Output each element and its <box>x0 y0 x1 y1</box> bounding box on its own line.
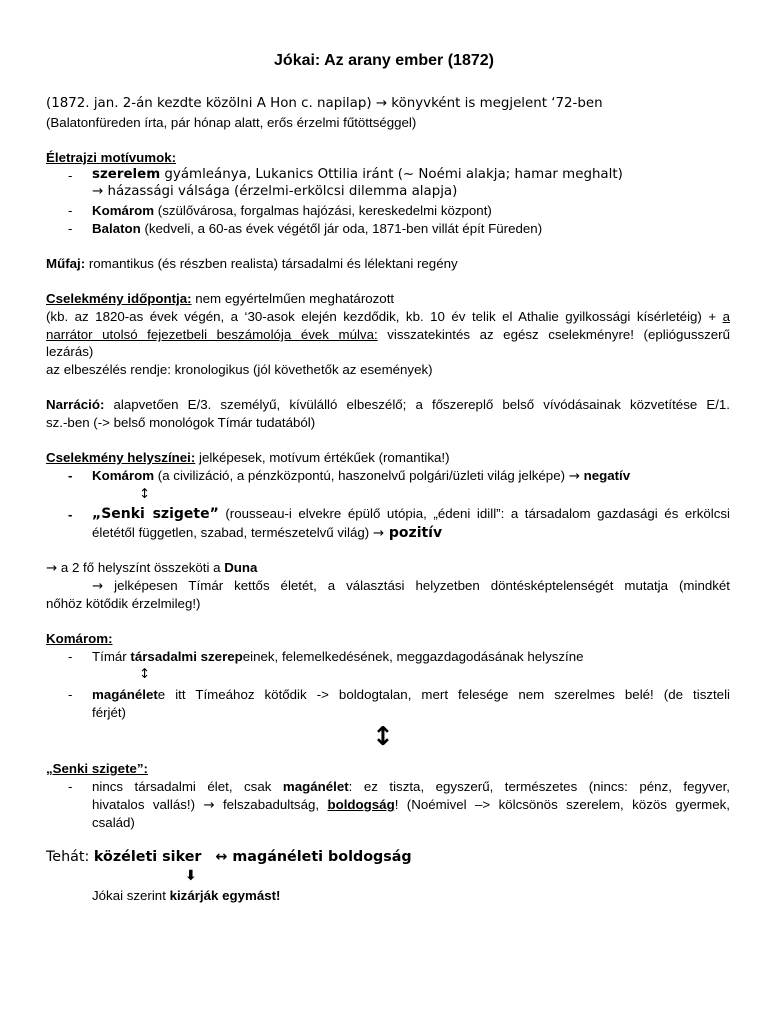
narrator-underlined: narrátor utolsó fejezetbeli beszámolója évek múlva: <box>46 327 378 342</box>
narracio-line-1 <box>46 396 730 414</box>
negativ-label: negatív <box>579 468 631 483</box>
updown-arrow-icon: ↕ <box>139 487 151 502</box>
duna-line-2-text: jelképesen Tímár kettős életét, a választási helyzetben döntésképtelenségét mutatja (mindkét <box>103 578 730 593</box>
mufaj-text: romantikus (és részben realista) társadalmi és lélektani regény <box>85 256 458 271</box>
helyszin-senki-desc: (rousseau-i elvekre épülő utópia, „édeni idill”: a társadalom gazdasági és erkölcsi <box>218 506 730 521</box>
boldogsag-word: boldogság <box>327 797 395 812</box>
helyszinek-heading-line <box>46 449 450 467</box>
senki-line-1-bold: magánélet <box>282 779 349 794</box>
duna-text: a 2 fő helyszínt összeköti a <box>57 560 225 575</box>
senki-line-2 <box>92 796 730 815</box>
bullet-dash: - <box>68 779 73 794</box>
idopont-label: Cselekmény időpontja: <box>46 291 192 306</box>
eletrajzi-item-komarom <box>92 202 492 220</box>
helyszin-senki-line-2 <box>92 524 442 543</box>
duna-line-2 <box>92 577 730 596</box>
komarom-item-2-bold: magánélet <box>92 687 158 702</box>
eletrajzi-item-szerelem-line2: → házassági válsága (érzelmi-erkölcsi dilemma alapja) <box>92 184 458 199</box>
left-right-arrow-icon: ↔ <box>215 849 228 865</box>
helyszinek-label: Cselekmény helyszínei: <box>46 450 196 465</box>
idopont-line-5: az elbeszélés rendje: kronologikus (jól követhetők az események) <box>46 362 433 377</box>
right-arrow-icon: → <box>372 526 385 541</box>
conclusion-line <box>92 887 280 905</box>
big-updown-arrow-icon: ↕ <box>372 722 394 752</box>
down-arrow-icon: ⬇ <box>185 868 197 884</box>
komarom-desc: (szülővárosa, forgalmas hajózási, kereskedelmi központ) <box>154 203 492 218</box>
senki-line-1 <box>92 778 730 796</box>
updown-arrow-icon: ↕ <box>139 667 151 682</box>
senki-line-1-rest: : ez tiszta, egyszerű, természetes (nincs: pénz, fegyver, <box>348 779 730 794</box>
szerelem-desc: gyámleánya, Lukanics Ottilia iránt (~ Noémi alakja; hamar meghalt) <box>160 167 623 182</box>
kozeleti-siker: közéleti siker <box>93 849 202 865</box>
senki-line-3: család) <box>92 815 135 830</box>
idopont-line-4: lezárás) <box>46 344 94 359</box>
bullet-dash: - <box>68 687 73 702</box>
komarom-item-1-bold: társadalmi szerep <box>130 649 243 664</box>
komarom-item-1 <box>92 648 584 666</box>
komarom-term: Komárom <box>92 203 155 218</box>
narracio-line-2: sz.-ben (-> belső monológok Tímár tudatából) <box>46 415 316 430</box>
idopont-line-2-text: (kb. az 1820-as évek végén, a ‘30-asok elején kezdődik, kb. 10 év telik el Athalie gyilkossági kísérletéig) + <box>46 309 723 324</box>
idopont-text: nem egyértelműen meghatározott <box>191 291 395 306</box>
helyszin-komarom-term: Komárom <box>92 468 155 483</box>
right-arrow-icon: → <box>46 561 58 576</box>
helyszinek-text: jelképesek, motívum értékűek (romantika!) <box>195 450 450 465</box>
duna-bold: Duna <box>224 560 258 575</box>
senki-line-2-pre: hivatalos vallás!) <box>92 797 204 812</box>
tehat-label: Tehát: <box>46 849 94 865</box>
senki-line-1-pre: nincs társadalmi élet, csak <box>92 779 283 794</box>
balaton-term: Balaton <box>92 221 141 236</box>
helyszin-senki <box>92 505 730 523</box>
balaton-desc: (kedveli, a 60-as évek végétől jár oda, 1871-ben villát épít Füreden) <box>140 221 543 236</box>
eletrajzi-heading: Életrajzi motívumok: <box>46 150 177 165</box>
bullet-dash: - <box>68 468 73 483</box>
pozitiv-label: pozitív <box>384 525 443 541</box>
idopont-line-3-rest: visszatekintés az egész cselekményre! (epliógusszerű <box>377 327 731 342</box>
bullet-dash: - <box>68 649 73 664</box>
conclusion-pre: Jókai szerint <box>92 888 170 903</box>
bullet-dash: - <box>68 203 73 218</box>
bullet-dash: - <box>68 168 73 183</box>
helyszin-senki-term: „Senki szigete” <box>92 506 219 522</box>
conclusion-bold: kizárják egymást! <box>169 888 281 903</box>
idopont-line-2-a: a <box>722 309 730 324</box>
komarom-item-2-rest: e itt Tímeához kötődik -> boldogtalan, mert felesége nem szerelmes belé! (de tiszteli <box>157 687 730 702</box>
helyszin-komarom <box>92 467 630 486</box>
tehat-line <box>46 847 412 867</box>
narracio-label: Narráció: <box>46 397 105 412</box>
komarom-heading: Komárom: <box>46 631 113 646</box>
komarom-item-2-line-2: férjét) <box>92 705 126 720</box>
intro-line-1: (1872. jan. 2-án kezdte közölni A Hon c. napilap) → könyvként is megjelent ‘72-ben <box>46 96 603 111</box>
bullet-dash: - <box>68 507 73 522</box>
komarom-item-2 <box>92 686 730 704</box>
komarom-item-1-pre: Tímár <box>92 649 131 664</box>
duna-line-3: nőhöz kötődik érzelmileg!) <box>46 596 201 611</box>
idopont-line-2 <box>46 308 730 326</box>
mufaj-line <box>46 255 458 273</box>
senki-heading: „Senki szigete”: <box>46 761 148 776</box>
mufaj-label: Műfaj: <box>46 256 86 271</box>
intro-line-2: (Balatonfüreden írta, pár hónap alatt, erős érzelmi fűtöttséggel) <box>46 115 417 130</box>
senki-line-2-rest: ! (Noémivel –> kölcsönös szerelem, közös gyermek, <box>394 797 730 812</box>
senki-line-2-mid: felszabadultság, <box>214 797 328 812</box>
duna-line-1 <box>46 559 257 578</box>
right-arrow-icon: → <box>92 579 104 594</box>
idopont-heading-line <box>46 290 394 308</box>
right-arrow-icon: → <box>568 469 580 484</box>
eletrajzi-item-szerelem <box>92 166 623 184</box>
idopont-line-3 <box>46 326 730 344</box>
maganeleti-boldogsag: magánéleti boldogság <box>227 849 412 865</box>
page-title: Jókai: Az arany ember (1872) <box>274 52 494 69</box>
komarom-item-1-rest: einek, felemelkedésének, meggazdagodásának helyszíne <box>242 649 584 664</box>
helyszin-senki-line-2-text: életétől független, szabad, természetelvű világ) <box>92 525 373 540</box>
narracio-text: alapvetően E/3. személyű, kívülálló elbeszélő; a főszereplő belső vívódásainak közvetítése E/1. <box>104 397 730 412</box>
szerelem-term: szerelem <box>92 167 161 182</box>
eletrajzi-item-balaton <box>92 220 542 238</box>
bullet-dash: - <box>68 221 73 236</box>
right-arrow-icon: → <box>203 798 215 813</box>
helyszin-komarom-desc: (a civilizáció, a pénzközpontú, haszonelvű polgári/üzleti világ jelképe) <box>154 468 569 483</box>
